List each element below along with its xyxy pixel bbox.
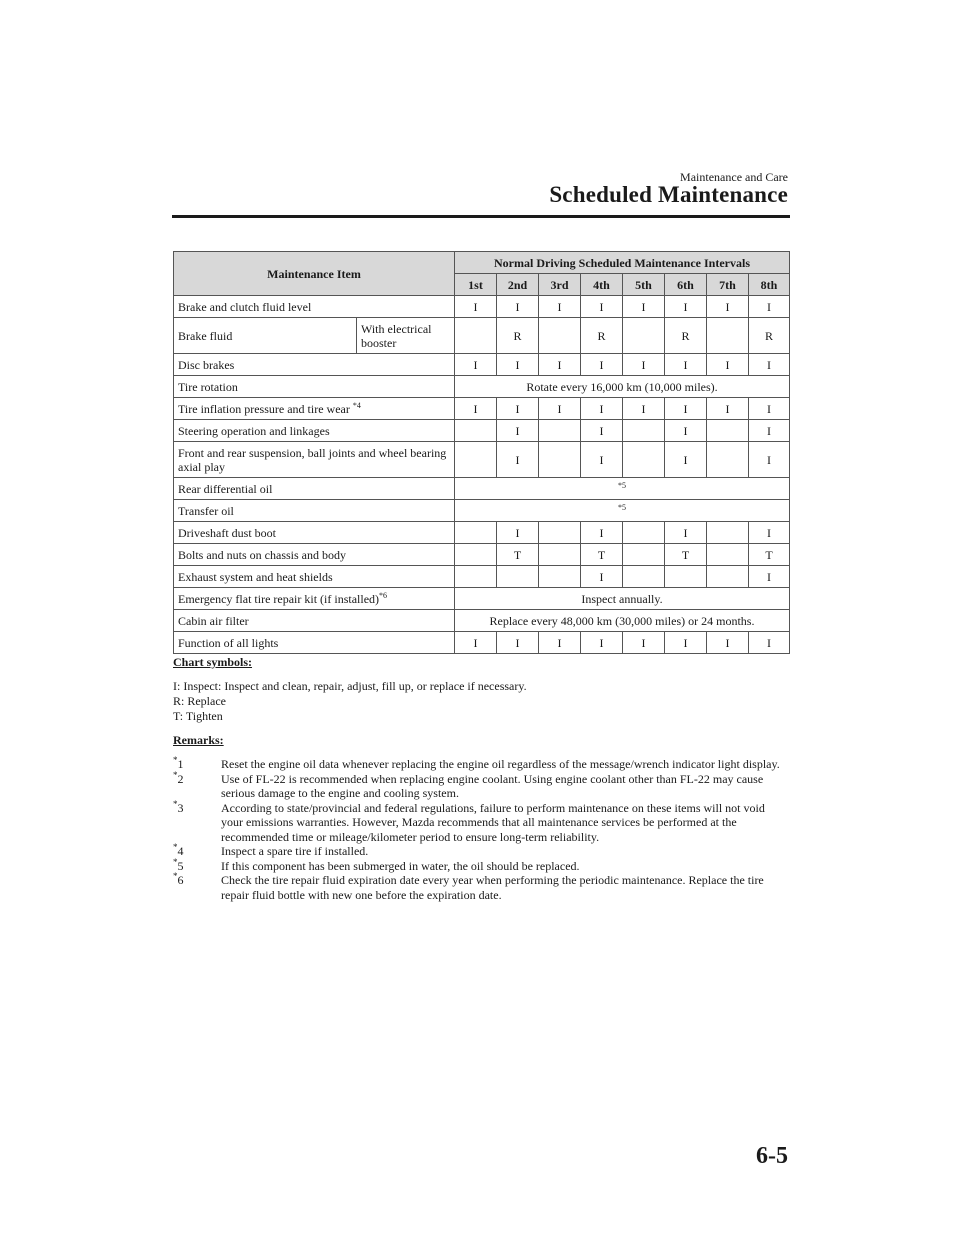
remark-item <box>173 798 788 845</box>
interval-value-cell <box>707 318 749 354</box>
table-row <box>174 398 790 420</box>
table-row <box>174 420 790 442</box>
interval-value-cell: I <box>749 566 790 588</box>
interval-value-cell: T <box>497 544 539 566</box>
remark-num: 5 <box>177 858 184 873</box>
footnote-ref: *5 <box>618 502 626 512</box>
section-label: Maintenance and Care <box>680 170 788 184</box>
interval-value-cell <box>455 318 497 354</box>
interval-value-cell <box>455 566 497 588</box>
item-name-cell <box>174 354 455 376</box>
item-name: Function of all lights <box>178 635 279 650</box>
interval-value-cell <box>707 442 749 478</box>
remark-item <box>173 757 788 772</box>
item-name: Emergency flat tire repair kit (if installed) <box>178 591 380 606</box>
interval-value-cell: R <box>497 318 539 354</box>
interval-value-cell: I <box>665 420 707 442</box>
remark-num: 2 <box>177 771 184 786</box>
item-name: Front and rear suspension, ball joints and wheel bearing axial play <box>178 445 447 474</box>
item-name: Exhaust system and heat shields <box>178 569 333 584</box>
interval-value-cell <box>539 442 581 478</box>
item-name-cell <box>174 500 455 522</box>
interval-value-cell: I <box>707 296 749 318</box>
interval-value-cell <box>623 420 665 442</box>
table-row <box>174 588 790 610</box>
interval-value-cell: I <box>623 632 665 654</box>
remark-text: If this component has been submerged in water, the oil should be replaced. <box>221 858 580 873</box>
interval-value-cell: I <box>581 522 623 544</box>
interval-value-cell: I <box>497 420 539 442</box>
table-row <box>174 376 790 398</box>
maintenance-table-body <box>174 296 790 654</box>
interval-value-cell: I <box>497 632 539 654</box>
page-number: 6-5 <box>756 1143 788 1169</box>
page-title: Scheduled Maintenance <box>549 182 788 207</box>
item-name-cell <box>174 420 455 442</box>
remark-item <box>173 856 788 874</box>
interval-value-cell: I <box>455 296 497 318</box>
interval-value-cell: I <box>497 442 539 478</box>
interval-value-cell: I <box>581 354 623 376</box>
interval-value-cell <box>623 544 665 566</box>
interval-value-cell: I <box>707 398 749 420</box>
table-row <box>174 632 790 654</box>
interval-value-cell: I <box>539 398 581 420</box>
interval-value-cell <box>707 522 749 544</box>
interval-value-cell <box>539 544 581 566</box>
remark-num: 6 <box>177 873 184 887</box>
item-name-cell <box>174 610 455 632</box>
interval-value-cell <box>707 420 749 442</box>
table-row <box>174 544 790 566</box>
interval-value-cell: I <box>707 632 749 654</box>
interval-value-cell: I <box>749 522 790 544</box>
remark-text: Inspect a spare tire if installed. <box>221 844 369 858</box>
table-row <box>174 566 790 588</box>
interval-value-cell: T <box>665 544 707 566</box>
interval-value-cell <box>623 442 665 478</box>
interval-label: 6th <box>665 274 707 296</box>
interval-value-cell: I <box>749 398 790 420</box>
item-name-cell <box>174 566 455 588</box>
span-cell <box>455 500 790 522</box>
interval-value-cell <box>497 566 539 588</box>
footnote-ref: *4 <box>352 400 361 410</box>
interval-value-cell: I <box>581 566 623 588</box>
item-name: Transfer oil <box>178 503 234 518</box>
footnote-ref: *5 <box>618 480 626 490</box>
chart-symbols-list <box>173 679 527 724</box>
symbol-line: R: Replace <box>173 694 226 708</box>
interval-value-cell: I <box>665 632 707 654</box>
table-row <box>174 318 790 354</box>
remark-star: * <box>173 856 178 867</box>
interval-value-cell: R <box>581 318 623 354</box>
interval-value-cell: I <box>539 296 581 318</box>
interval-value-cell: I <box>497 398 539 420</box>
chart-symbols-heading: Chart symbols: <box>173 655 253 669</box>
item-name-cell <box>174 522 455 544</box>
interval-value-cell: I <box>581 296 623 318</box>
interval-value-cell: I <box>749 354 790 376</box>
interval-value-cell <box>707 544 749 566</box>
item-condition-cell: With electrical booster <box>357 318 455 354</box>
remark-item <box>173 769 788 801</box>
remark-star: * <box>173 871 178 881</box>
item-name: Cabin air filter <box>178 613 249 628</box>
interval-value-cell <box>455 420 497 442</box>
interval-value-cell <box>707 566 749 588</box>
interval-value-cell: I <box>707 354 749 376</box>
interval-value-cell: I <box>581 398 623 420</box>
item-name: Disc brakes <box>178 357 235 372</box>
interval-value-cell <box>539 420 581 442</box>
remark-number <box>173 873 184 888</box>
remark-number <box>173 798 184 816</box>
interval-label: 3rd <box>539 274 581 296</box>
item-name-cell <box>174 318 357 354</box>
interval-value-cell: I <box>665 522 707 544</box>
interval-value-cell: R <box>665 318 707 354</box>
intervals-column-header: Normal Driving Scheduled Maintenance Intervals <box>455 252 790 274</box>
interval-value-cell: I <box>623 398 665 420</box>
span-cell <box>455 478 790 500</box>
table-row <box>174 478 790 500</box>
item-name-cell <box>174 296 455 318</box>
table-row <box>174 610 790 632</box>
remark-text: According to state/provincial and federal regulations, failure to perform maintenance on these items will not void your emissions warranties. However, Mazda recommends that all maintenance services be performed at the recommended time or mileage/kilometer period to ensure long-term reliability. <box>221 800 765 844</box>
span-cell: Inspect annually. <box>455 588 790 610</box>
header-divider <box>172 215 790 218</box>
item-name: Brake and clutch fluid level <box>178 299 312 314</box>
interval-value-cell <box>539 566 581 588</box>
interval-value-cell: I <box>749 296 790 318</box>
remark-num: 1 <box>177 757 184 771</box>
remark-star: * <box>173 755 178 765</box>
span-cell: Rotate every 16,000 km (10,000 miles). <box>455 376 790 398</box>
interval-value-cell <box>623 566 665 588</box>
interval-value-cell <box>455 442 497 478</box>
item-name-cell <box>174 588 455 610</box>
interval-value-cell: I <box>665 354 707 376</box>
interval-value-cell: I <box>455 632 497 654</box>
interval-value-cell: I <box>665 442 707 478</box>
interval-value-cell: I <box>539 632 581 654</box>
remark-star: * <box>173 798 178 809</box>
symbol-line: T: Tighten <box>173 709 223 723</box>
item-name-cell <box>174 442 455 478</box>
span-cell: Replace every 48,000 km (30,000 miles) or 24 months. <box>455 610 790 632</box>
interval-label: 4th <box>581 274 623 296</box>
interval-value-cell: I <box>665 296 707 318</box>
interval-value-cell: I <box>539 354 581 376</box>
interval-value-cell: I <box>749 442 790 478</box>
interval-label: 8th <box>749 274 790 296</box>
remarks-list <box>173 757 788 902</box>
table-row <box>174 522 790 544</box>
item-name: Rear differential oil <box>178 481 273 496</box>
remark-text: Check the tire repair fluid expiration date every year when performing the periodic maintenance. Replace the tire repair fluid bottle with new one before the expiration date. <box>221 873 764 902</box>
item-name-cell <box>174 398 455 420</box>
interval-value-cell: I <box>455 354 497 376</box>
footnote-ref: *6 <box>379 590 388 600</box>
table-row <box>174 296 790 318</box>
item-name: Tire inflation pressure and tire wear <box>178 401 353 416</box>
interval-value-cell: T <box>581 544 623 566</box>
interval-value-cell: I <box>623 354 665 376</box>
interval-value-cell <box>623 522 665 544</box>
item-name: Tire rotation <box>178 379 238 394</box>
interval-label: 2nd <box>497 274 539 296</box>
interval-value-cell: I <box>623 296 665 318</box>
interval-value-cell <box>623 318 665 354</box>
item-name: Bolts and nuts on chassis and body <box>178 547 346 562</box>
item-name: Brake fluid <box>178 328 233 343</box>
interval-value-cell <box>665 566 707 588</box>
interval-value-cell: I <box>497 354 539 376</box>
item-name: Driveshaft dust boot <box>178 525 276 540</box>
remarks-heading: Remarks: <box>173 733 224 747</box>
interval-value-cell: T <box>749 544 790 566</box>
remark-text: Reset the engine oil data whenever replacing the engine oil regardless of the message/wrench indicator light display. <box>221 757 780 771</box>
symbol-line: I: Inspect: Inspect and clean, repair, adjust, fill up, or replace if necessary. <box>173 679 527 693</box>
remark-num: 4 <box>177 844 184 858</box>
interval-label: 5th <box>623 274 665 296</box>
interval-label: 7th <box>707 274 749 296</box>
interval-value-cell: I <box>497 296 539 318</box>
item-column-header: Maintenance Item <box>174 252 455 296</box>
table-row <box>174 500 790 522</box>
interval-value-cell <box>539 522 581 544</box>
interval-value-cell <box>455 522 497 544</box>
interval-value-cell: I <box>497 522 539 544</box>
interval-value-cell: I <box>749 420 790 442</box>
interval-value-cell: I <box>749 632 790 654</box>
maintenance-table <box>173 251 790 654</box>
interval-value-cell <box>539 318 581 354</box>
remark-text: Use of FL-22 is recommended when replacing engine coolant. Using engine coolant other than FL-22 may cause serious damage to the engine and cooling system. <box>221 771 764 800</box>
item-name-cell <box>174 544 455 566</box>
interval-value-cell: I <box>581 442 623 478</box>
item-name: Steering operation and linkages <box>178 423 330 438</box>
item-name-cell <box>174 376 455 398</box>
item-name-cell <box>174 632 455 654</box>
interval-value-cell: R <box>749 318 790 354</box>
interval-value-cell: I <box>581 632 623 654</box>
remark-star: * <box>173 842 178 852</box>
table-row <box>174 442 790 478</box>
item-name-cell <box>174 478 455 500</box>
remark-item <box>173 873 788 902</box>
remark-item <box>173 844 788 859</box>
interval-label: 1st <box>455 274 497 296</box>
interval-value-cell: I <box>665 398 707 420</box>
interval-value-cell <box>455 544 497 566</box>
remark-num: 3 <box>177 800 184 815</box>
interval-value-cell: I <box>581 420 623 442</box>
table-row <box>174 354 790 376</box>
interval-value-cell: I <box>455 398 497 420</box>
remark-number <box>173 769 184 787</box>
remark-star: * <box>173 769 178 780</box>
